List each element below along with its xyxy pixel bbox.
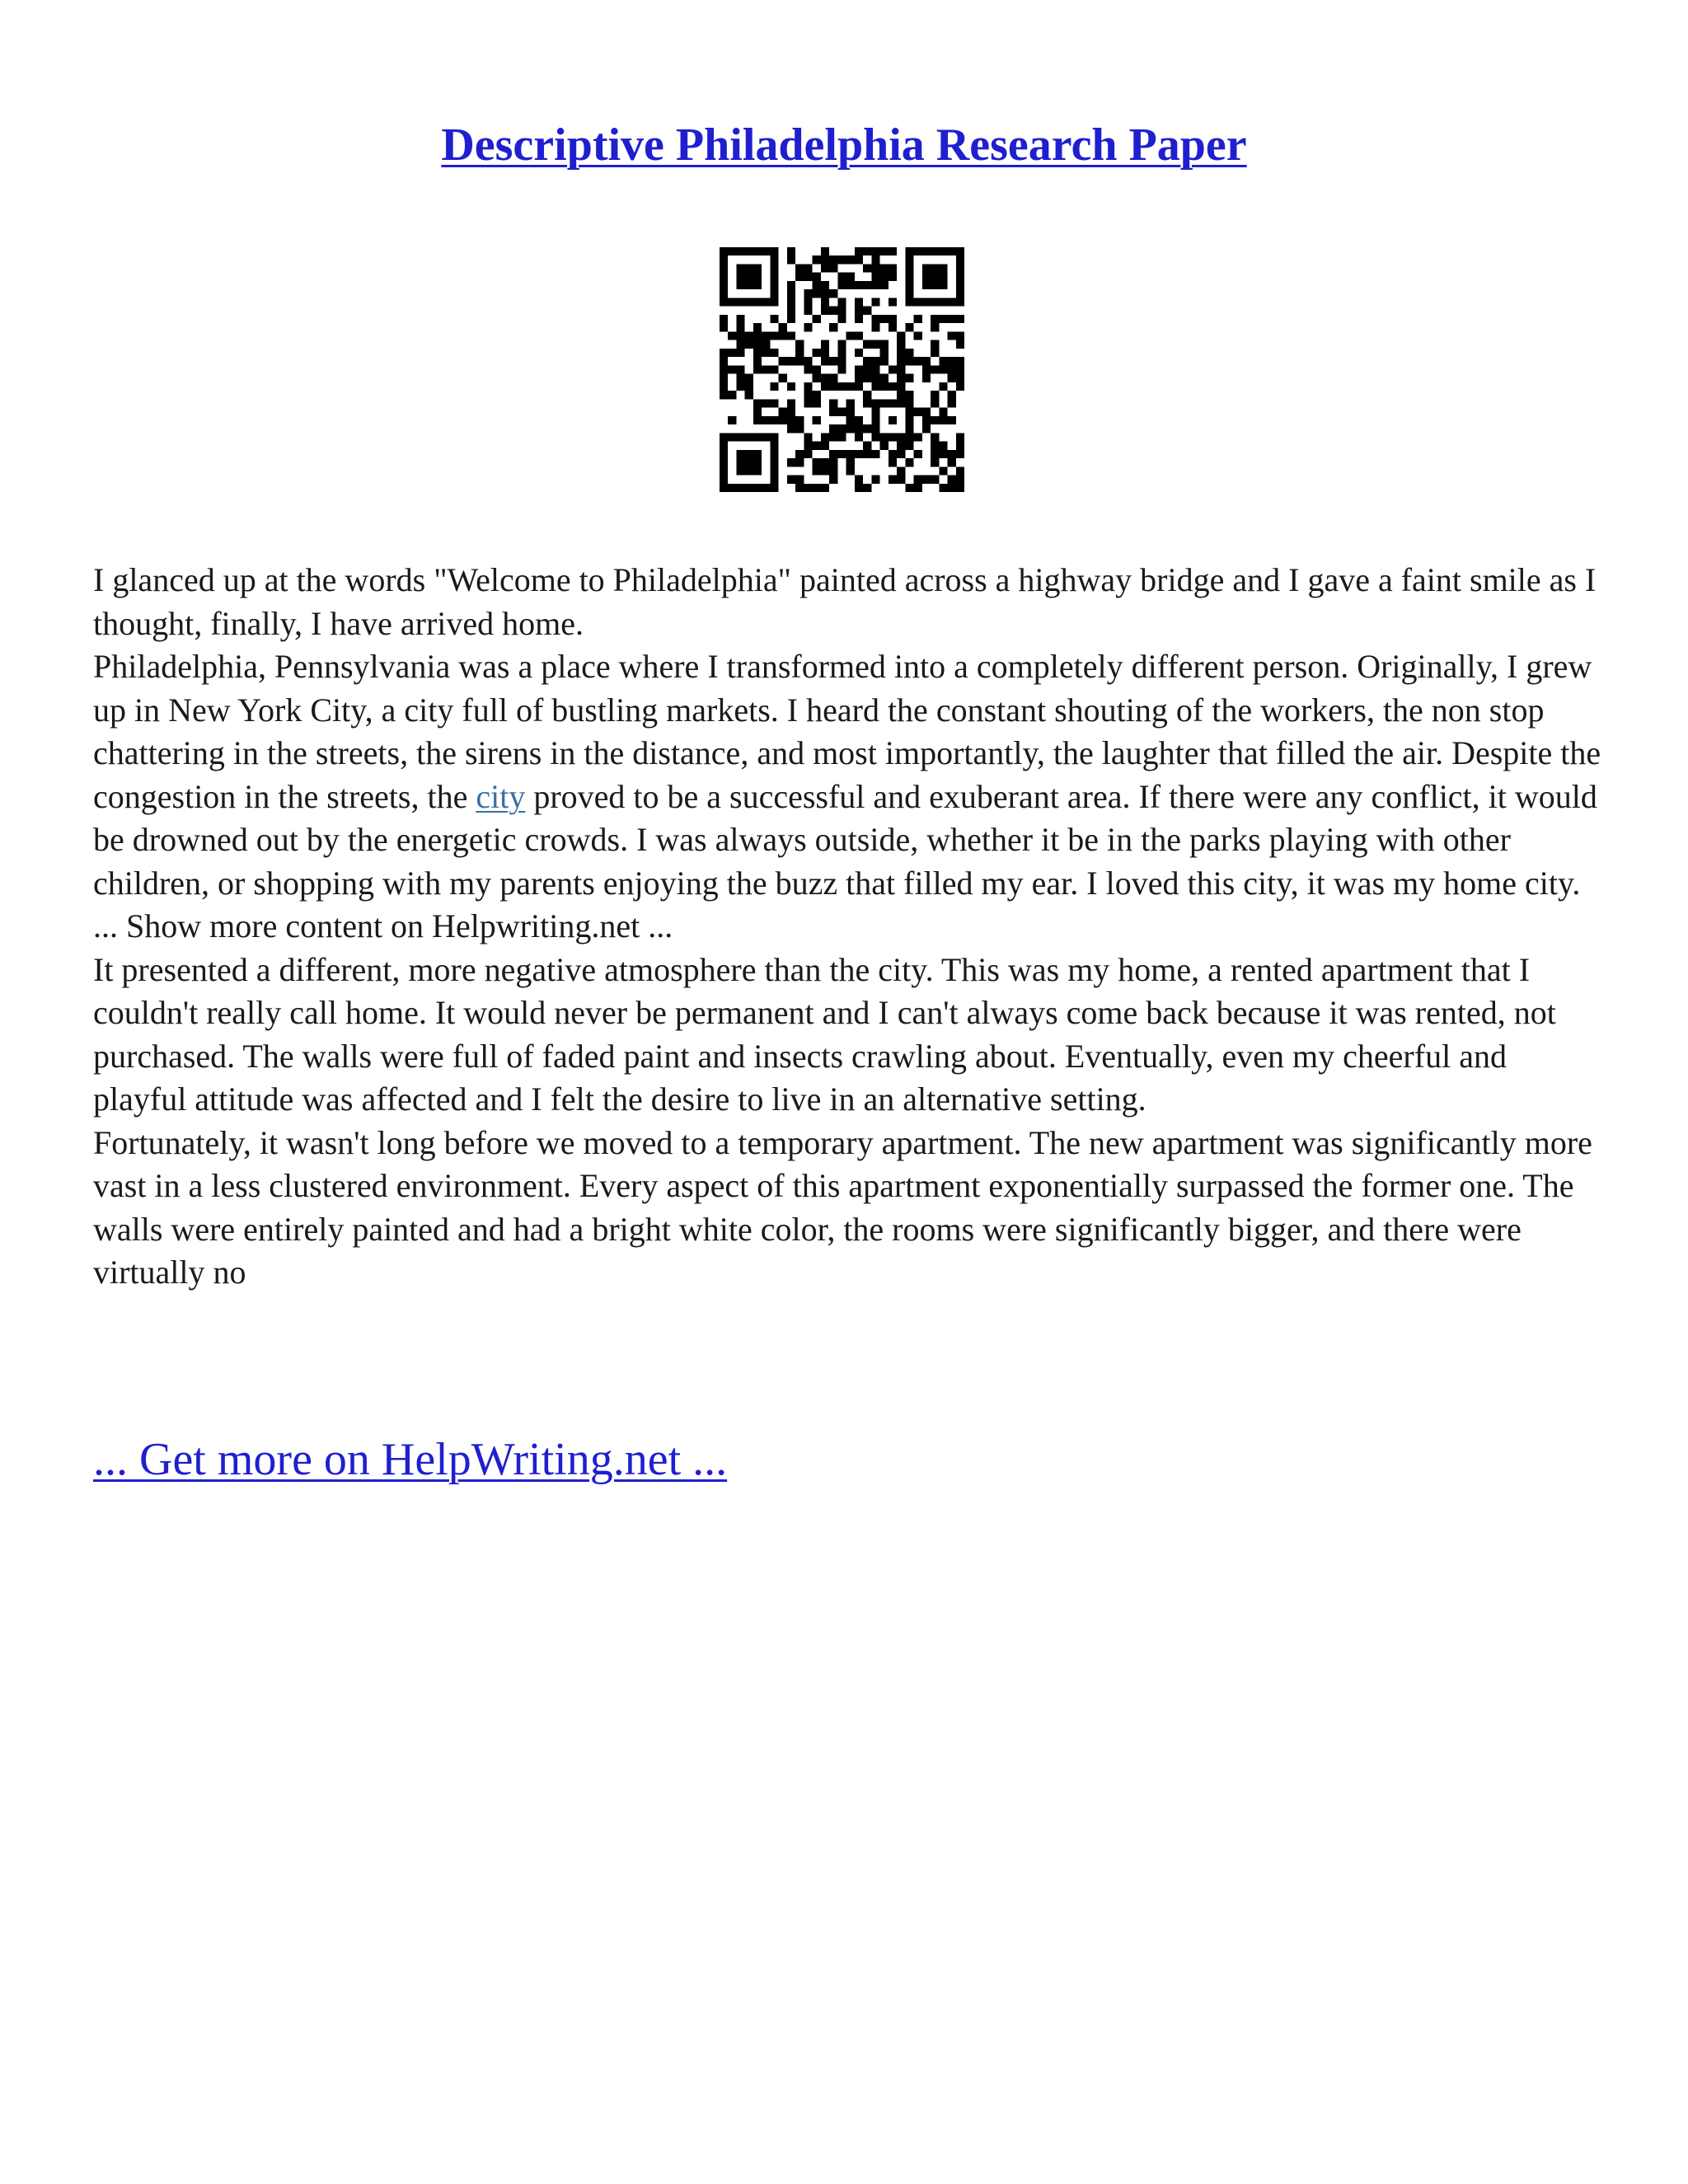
city-link[interactable]: city [476,777,526,815]
paragraph-3: It presented a different, more negative atmosphere than the city. This was my home, a rented apartment that I couldn't really call home. It would never be permanent and I can't always come back because it was rented, not purchased. The walls were full of faded paint and insects crawling about. Eventually, even my cheerful and playful attitude was affected and I felt the desire to live in an alternative setting. [93,950,1556,1118]
title-link[interactable]: Descriptive Philadelphia Research Paper [441,120,1247,171]
paragraph-2-text-end: proved to be a successful and exuberant area. If there were any conflict, it would be drowned out by the energetic crowds. I was always outside, whether it be in the parks playing with other children, or shopping with my parents enjoying the buzz that filled my ear. I loved this city, it was my home city. ... Show more content on Helpwriting.net ... [93,777,1597,944]
get-more-link[interactable]: ... Get more on HelpWriting.net ... [93,1434,728,1485]
article-body [93,559,1601,1295]
paragraph-4: Fortunately, it wasn't long before we moved to a temporary apartment. The new apartment was significantly more vast in a less clustered environment. Every aspect of this apartment exponentially surpassed the former one. The walls were entirely painted and had a bright white color, the rooms were significantly bigger, and there were virtually no [93,1123,1592,1291]
get-more-link-container [93,1430,727,1489]
paragraph-1: I glanced up at the words "Welcome to Philadelphia" painted across a highway bridge and I gave a faint smile as I thought, finally, I have arrived home. [93,561,1597,642]
paragraph-2 [93,645,1601,949]
qr-code-icon [720,247,964,492]
page-title [0,115,1688,175]
paragraph-2-text-start: Philadelphia, Pennsylvania was a place where I transformed into a completely different person. Originally, I grew up in New York City, a city full of bustling markets. I heard the constant shouting of the workers, the non stop chattering in the streets, the sirens in the distance, and most importantly, the laughter that filled the air. Despite the congestion in the streets, the [93,648,1601,815]
